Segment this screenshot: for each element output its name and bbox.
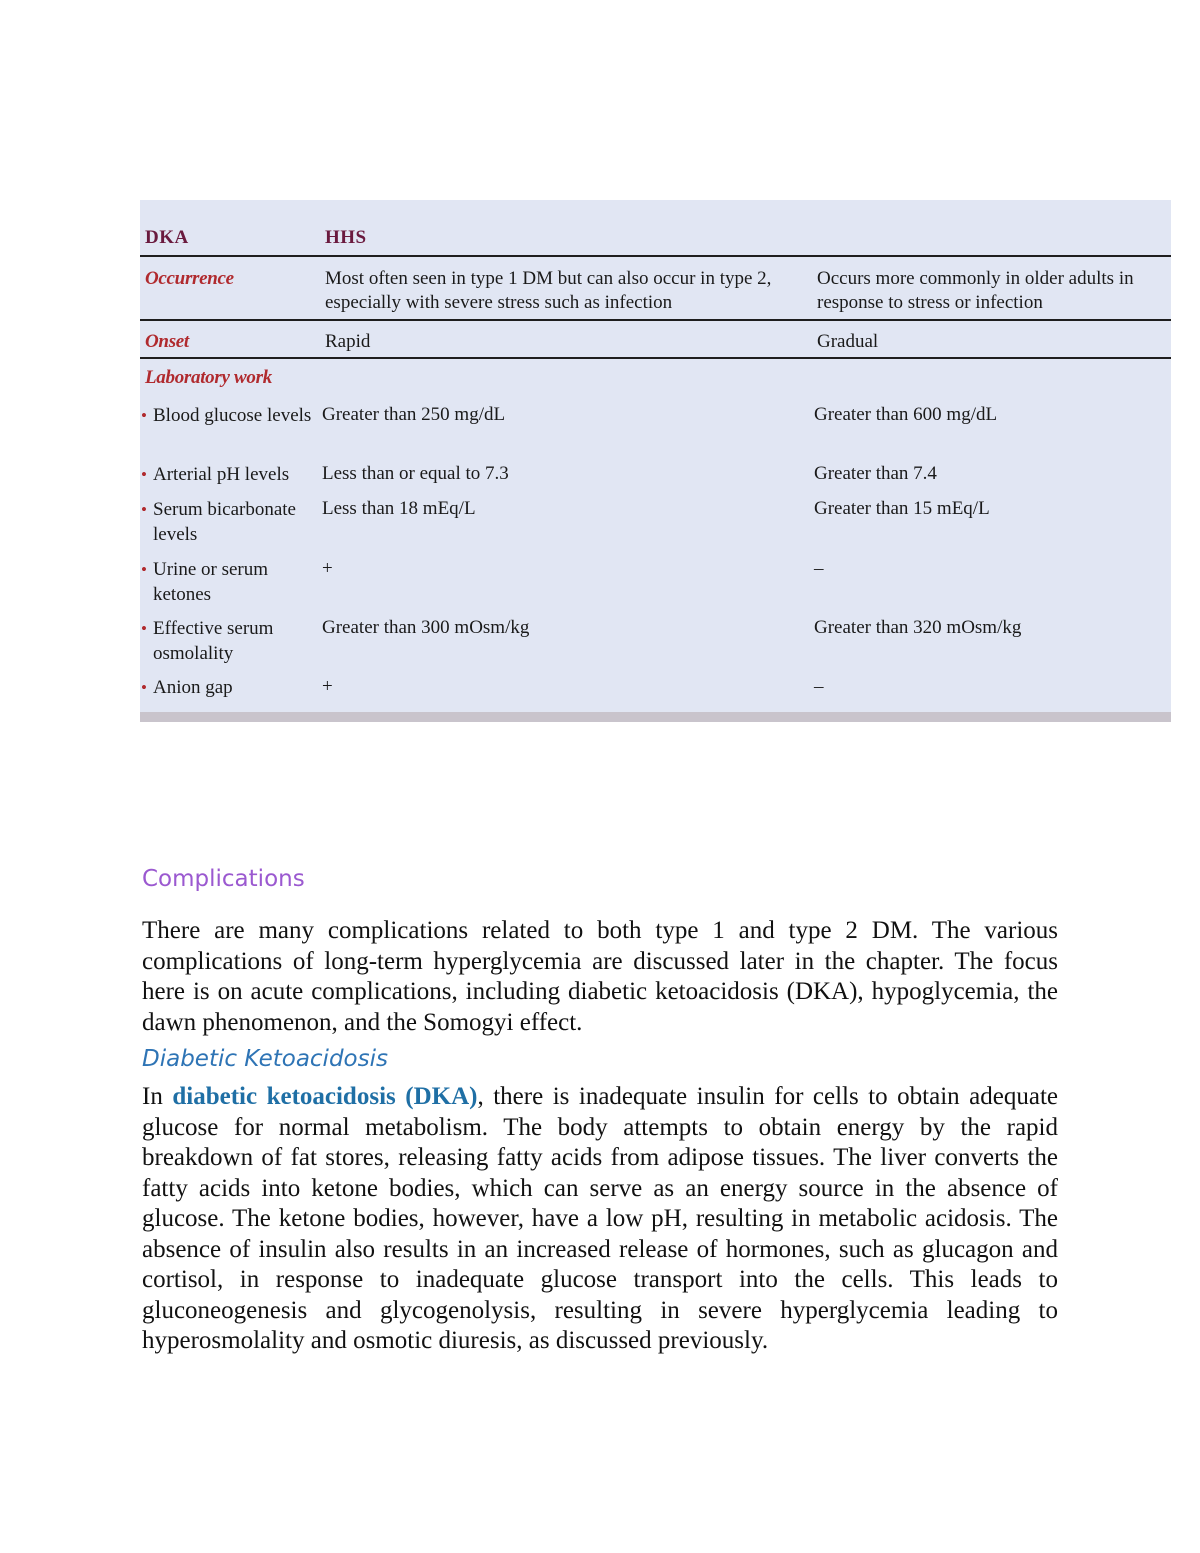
row-label-laboratory-work: Laboratory work: [145, 367, 272, 388]
lab-label: • Blood glucose levels: [141, 405, 312, 426]
lab-dka-value: Less than 18 mEq/L: [322, 498, 476, 519]
section-heading-complications: Complications: [142, 866, 305, 892]
lab-label: • Anion gap: [141, 677, 233, 698]
lab-hhs-value: Greater than 320 mOsm/kg: [814, 617, 1022, 638]
dka-body: , there is inadequate insulin for cells to obtain adequate glucose for normal metabolism. The body attempts to obtain energy by the rapid breakdown of fat stores, releasing fatty acids from adipose tissues. The liver converts the fatty acids into ketone bodies, which can serve as an energy source in the absence of glucose. The ketone bodies, however, have a low pH, resulting in metabolic acidosis. The absence of insulin also results in an increased release of hormones, such as glucagon and cortisol, in response to inadequate glucose transport into the cells. This leads to gluconeogenesis and glycogenolysis, resulting in severe hyperglycemia leading to hyperosmolality and osmotic diuresis, as discussed previously.: [142, 1083, 1058, 1354]
lab-hhs-value: Greater than 600 mg/dL: [814, 404, 998, 425]
sub-heading-diabetic-ketoacidosis: Diabetic Ketoacidosis: [142, 1046, 388, 1072]
header-hhs: HHS: [325, 227, 367, 248]
lab-hhs-value: Greater than 15 mEq/L: [814, 498, 990, 519]
bullet-icon: •: [141, 465, 147, 484]
lab-dka-value: Greater than 250 mg/dL: [322, 404, 506, 425]
dka-hhs-comparison-table: [140, 200, 1171, 722]
lab-dka-value: +: [322, 558, 333, 579]
row-divider: [140, 319, 1171, 321]
lab-dka-value: Less than or equal to 7.3: [322, 463, 509, 484]
row-label-onset: Onset: [145, 331, 189, 352]
row-divider: [140, 357, 1171, 359]
dka-paragraph: [142, 1082, 1058, 1357]
bullet-icon: •: [141, 678, 147, 697]
bullet-icon: •: [141, 619, 147, 638]
lab-label: • Serum bicarbonate levels: [141, 499, 296, 545]
lab-label: • Urine or serum ketones: [141, 559, 269, 605]
occurrence-hhs: Occurs more commonly in older adults in response to stress or infection: [817, 268, 1134, 313]
occurrence-dka: Most often seen in type 1 DM but can also occur in type 2, especially with severe stress such as infection: [325, 268, 772, 313]
row-label-occurrence: Occurrence: [145, 268, 234, 289]
lab-hhs-value: –: [814, 558, 824, 579]
dka-intro: In: [142, 1083, 173, 1110]
lab-hhs-value: Greater than 7.4: [814, 463, 937, 484]
lab-dka-value: +: [322, 676, 333, 697]
onset-hhs: Gradual: [817, 331, 879, 352]
lab-dka-value: Greater than 300 mOsm/kg: [322, 617, 530, 638]
bullet-icon: •: [141, 500, 147, 519]
complications-paragraph: There are many complications related to both type 1 and type 2 DM. The various complications of long-term hyperglycemia are discussed later in the chapter. The focus here is on acute complications, including diabetic ketoacidosis (DKA), hypoglycemia, the dawn phenomenon, and the Somogyi effect.: [142, 917, 1058, 1036]
lab-label: • Effective serum osmolality: [141, 618, 274, 664]
key-term-dka: diabetic ketoacidosis (DKA): [172, 1083, 478, 1110]
onset-dka: Rapid: [325, 331, 371, 352]
header-dka: DKA: [145, 227, 189, 248]
bullet-icon: •: [141, 560, 147, 579]
header-divider: [140, 255, 1171, 257]
lab-hhs-value: –: [814, 676, 824, 697]
bullet-icon: •: [141, 406, 147, 425]
lab-label: • Arterial pH levels: [141, 464, 290, 485]
